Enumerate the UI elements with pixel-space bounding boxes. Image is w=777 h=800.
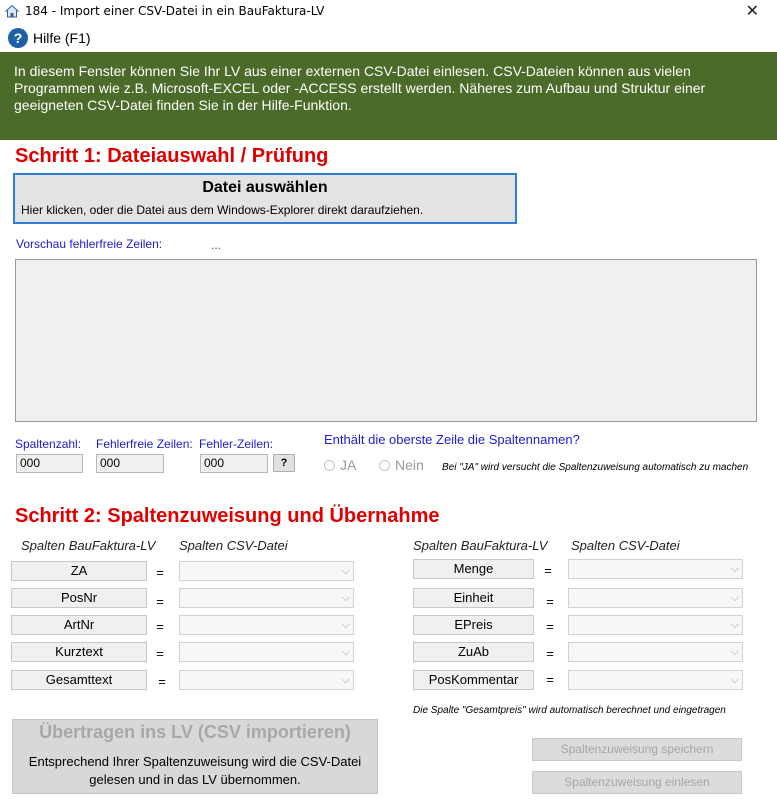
radio-nein[interactable] [379, 457, 424, 473]
chevron-down-icon[interactable]: ⌵ [730, 562, 739, 575]
field-zuab: ZuAb [413, 642, 534, 662]
field-za: ZA [11, 561, 147, 581]
equals-sign: = [158, 674, 166, 689]
field-menge: Menge [413, 559, 534, 579]
info-banner [0, 52, 777, 140]
chevron-down-icon[interactable]: ⌵ [730, 591, 739, 604]
fehler-value: 000 [200, 454, 268, 473]
radio-ja-circle[interactable] [324, 460, 335, 471]
radio-nein-circle[interactable] [379, 460, 390, 471]
fehler-label: Fehler-Zeilen: [199, 437, 274, 451]
app-home-icon [5, 4, 19, 18]
combo-kurztext[interactable] [179, 642, 354, 662]
select-file-button[interactable] [13, 173, 517, 224]
equals-sign: = [546, 672, 554, 687]
field-kurztext: Kurztext [11, 642, 147, 662]
fehler-info-button[interactable]: ? [273, 454, 295, 472]
transfer-description [13, 753, 377, 789]
step1-title: Schritt 1: Dateiauswahl / Prüfung [15, 145, 329, 167]
transfer-desc-line1: Entsprechend Ihrer Spaltenzuweisung wird die CSV-Datei [28, 754, 362, 769]
transfer-title: Übertragen ins LV (CSV importieren) [39, 722, 351, 742]
combo-poskommentar[interactable] [568, 670, 743, 690]
chevron-down-icon[interactable]: ⌵ [730, 673, 739, 686]
field-poskommentar: PosKommentar [413, 670, 534, 690]
radio-ja[interactable] [324, 457, 356, 473]
field-posnr: PosNr [11, 588, 147, 608]
window-title: 184 - Import einer CSV-Datei in ein BauFaktura-LV [25, 4, 325, 18]
select-file-subtitle: Hier klicken, oder die Datei aus dem Windows-Explorer direkt daraufziehen. [21, 203, 424, 217]
gesamtpreis-note: Die Spalte "Gesamtpreis" wird automatisch berechnet und eingetragen [413, 705, 726, 716]
spaltenzahl-value: 000 [16, 454, 83, 473]
spaltenzahl-label: Spaltenzahl: [15, 437, 82, 451]
combo-posnr[interactable] [179, 588, 354, 608]
load-mapping-button[interactable]: Spaltenzuweisung einlesen [532, 771, 742, 794]
step2-title: Schritt 2: Spaltenzuweisung und Übernahme [15, 505, 440, 527]
chevron-down-icon[interactable]: ⌵ [341, 564, 350, 577]
combo-einheit[interactable] [568, 588, 743, 608]
combo-zuab[interactable] [568, 642, 743, 662]
fehlerfrei-label: Fehlerfreie Zeilen: [96, 437, 193, 451]
equals-sign: = [546, 646, 554, 661]
transfer-button[interactable] [12, 719, 378, 794]
select-file-title: Datei auswählen [202, 179, 328, 196]
left-col-bf-header: Spalten BauFaktura-LV [21, 538, 156, 553]
radio-hint: Bei "JA" wird versucht die Spaltenzuweisung automatisch zu machen [442, 462, 749, 473]
chevron-down-icon[interactable]: ⌵ [341, 645, 350, 658]
equals-sign: = [544, 563, 552, 578]
radio-nein-label: Nein [395, 457, 424, 473]
header-question: Enthält die oberste Zeile die Spaltennamen? [324, 432, 580, 447]
equals-sign: = [156, 565, 164, 580]
equals-sign: = [156, 619, 164, 634]
equals-sign: = [156, 594, 164, 609]
field-einheit: Einheit [413, 588, 534, 608]
save-mapping-button[interactable]: Spaltenzuweisung speichern [532, 738, 742, 761]
chevron-down-icon[interactable]: ⌵ [341, 591, 350, 604]
fehlerfrei-value: 000 [96, 454, 164, 473]
combo-menge[interactable] [568, 559, 743, 579]
help-bar[interactable] [0, 24, 777, 52]
title-bar [0, 0, 777, 22]
field-artnr: ArtNr [11, 615, 147, 635]
chevron-down-icon[interactable]: ⌵ [730, 645, 739, 658]
combo-epreis[interactable] [568, 615, 743, 635]
equals-sign: = [546, 619, 554, 634]
field-gesamttext: Gesamttext [11, 670, 147, 690]
transfer-desc-line2: gelesen und in das LV übernommen. [89, 772, 301, 787]
preview-dots: ... [211, 238, 222, 252]
chevron-down-icon[interactable]: ⌵ [730, 618, 739, 631]
equals-sign: = [156, 646, 164, 661]
preview-label: Vorschau fehlerfreie Zeilen: [16, 237, 163, 251]
preview-area[interactable] [15, 259, 757, 422]
chevron-down-icon[interactable]: ⌵ [341, 673, 350, 686]
field-epreis: EPreis [413, 615, 534, 635]
combo-gesamttext[interactable] [179, 670, 354, 690]
help-label[interactable]: Hilfe (F1) [33, 30, 91, 46]
combo-za[interactable] [179, 561, 354, 581]
question-icon[interactable]: ? [8, 28, 28, 48]
left-col-csv-header: Spalten CSV-Datei [179, 538, 288, 553]
close-icon[interactable]: ✕ [745, 1, 759, 20]
chevron-down-icon[interactable]: ⌵ [341, 618, 350, 631]
right-col-csv-header: Spalten CSV-Datei [571, 538, 680, 553]
right-col-bf-header: Spalten BauFaktura-LV [413, 538, 548, 553]
combo-artnr[interactable] [179, 615, 354, 635]
equals-sign: = [546, 594, 554, 609]
info-text: In diesem Fenster können Sie Ihr LV aus einer externen CSV-Datei einlesen. CSV-Dateien können aus vielen Programmen wie z.B. Microsoft-EXCEL oder -ACCESS erstellt werden. Näheres zum Aufbau und Struktur einer geeigneten CSV-Datei finden Sie in der Hilfe-Funktion. [14, 63, 706, 113]
radio-ja-label: JA [340, 457, 357, 473]
